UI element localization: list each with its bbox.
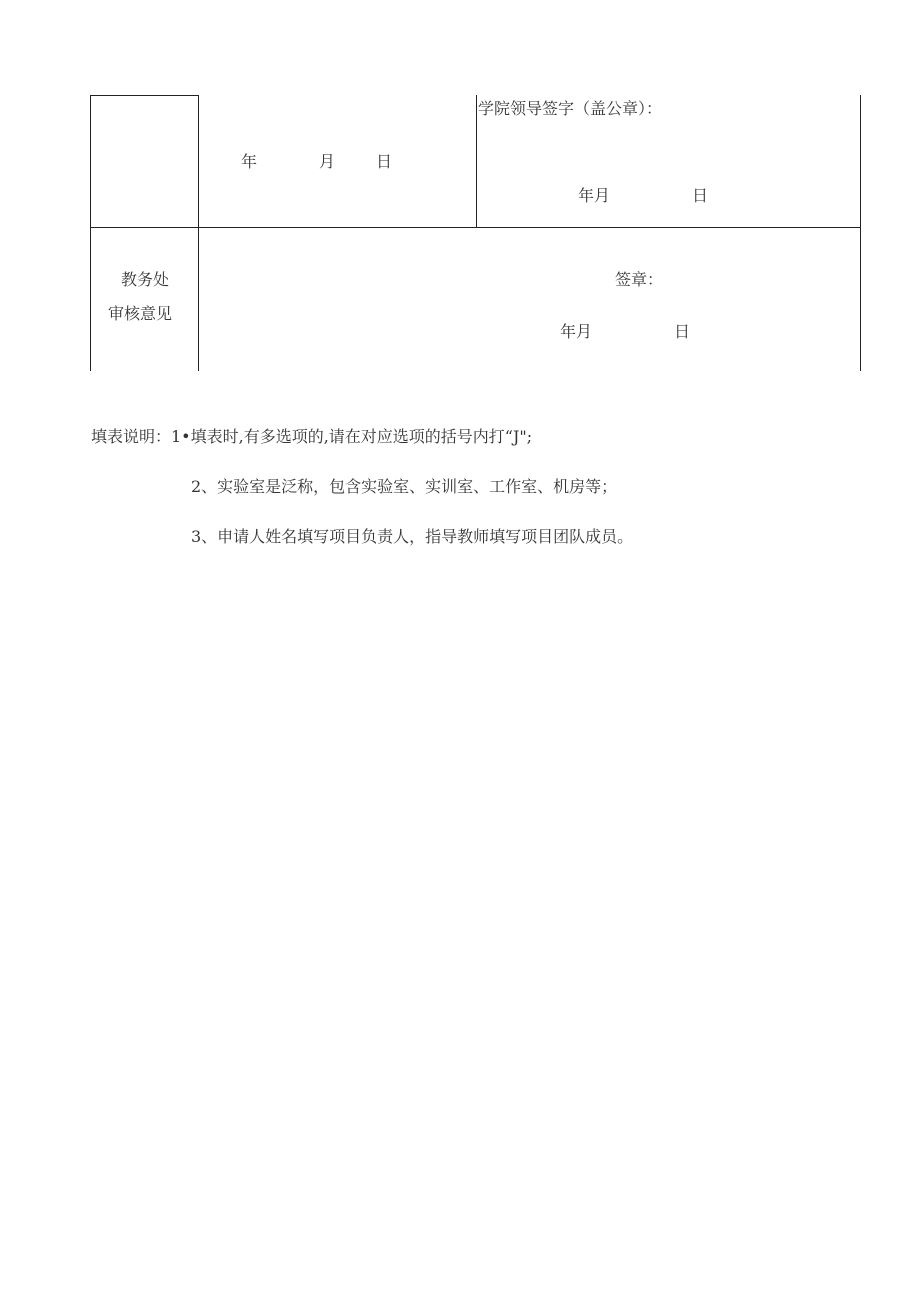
row1-day-label: 日 xyxy=(376,152,393,171)
table-top-border xyxy=(90,95,199,96)
college-date-year-month: 年月 xyxy=(578,186,611,205)
fill-instructions-line3: 3、申请人姓名填写项目负责人，指导教师填写项目团队成员。 xyxy=(191,527,634,546)
row1-year-label: 年 xyxy=(241,152,258,171)
academic-affairs-label-line2: 审核意见 xyxy=(108,304,173,323)
fill-instructions-line2: 2、实验室是泛称，包含实验室、实训室、工作室、机房等； xyxy=(191,477,618,496)
row1-month-label: 月 xyxy=(319,152,336,171)
academic-affairs-date-year-month: 年月 xyxy=(560,322,593,341)
table-row-divider xyxy=(90,227,861,228)
academic-affairs-date-day: 日 xyxy=(674,322,691,341)
table-inner-column-divider xyxy=(476,95,477,227)
table-left-border xyxy=(90,95,91,371)
academic-affairs-sign-label: 签章： xyxy=(615,270,664,289)
college-date-day: 日 xyxy=(692,186,709,205)
table-label-column-divider xyxy=(198,95,199,371)
fill-instructions-line1: 填表说明：1•填表时,有多选项的,请在对应选项的括号内打“J"; xyxy=(91,427,533,446)
academic-affairs-label-line1: 教务处 xyxy=(121,270,170,289)
college-leader-signature-label: 学院领导签字（盖公章）： xyxy=(478,99,663,118)
table-right-border xyxy=(860,95,861,371)
